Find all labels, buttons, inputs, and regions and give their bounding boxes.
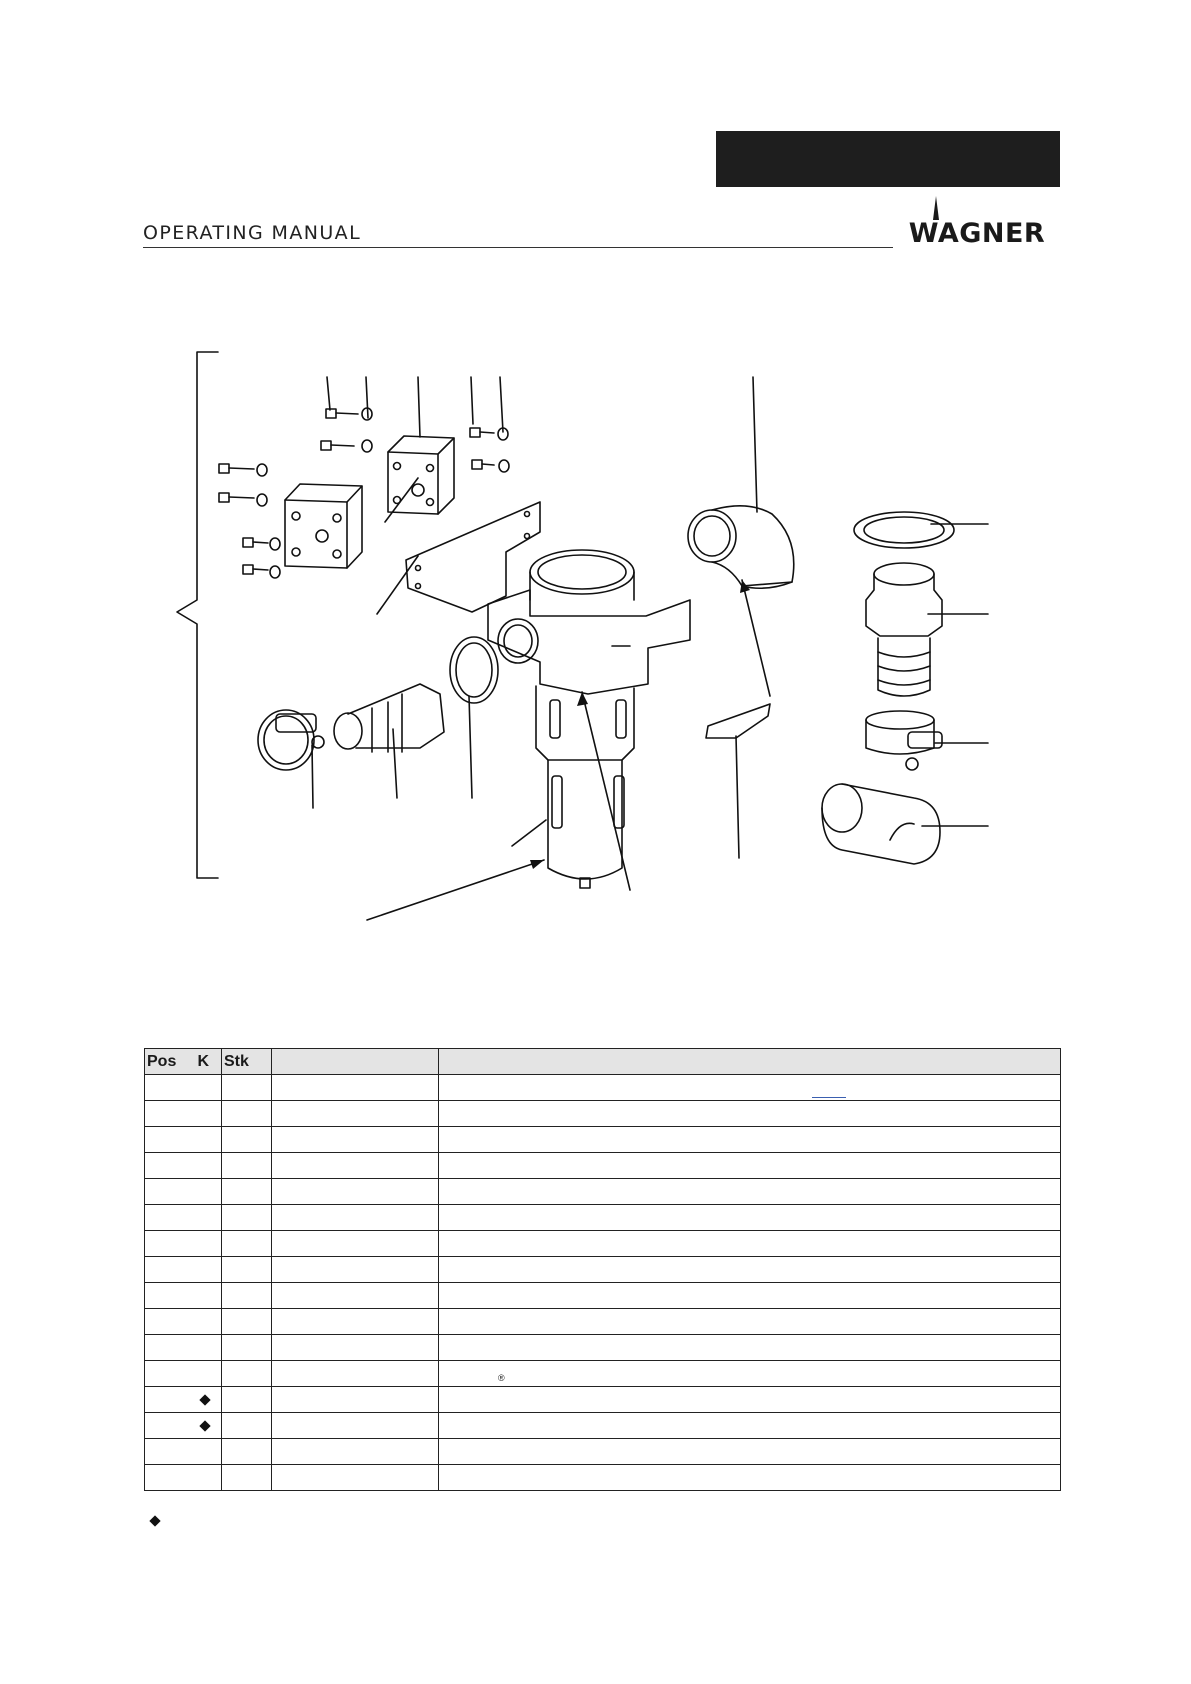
cell-pos-k (145, 1465, 222, 1491)
table-row (145, 1231, 1061, 1257)
arrow-heads (530, 580, 750, 869)
cell-pos-k (145, 1205, 222, 1231)
cell-stk (222, 1075, 272, 1101)
cell-stk (222, 1439, 272, 1465)
wear-part-diamond-icon (199, 1420, 210, 1431)
col-header-pos: Pos (147, 1052, 177, 1070)
table-row (145, 1439, 1061, 1465)
cell-designation (439, 1309, 1061, 1335)
cell-designation (439, 1179, 1061, 1205)
spare-parts-table (144, 1048, 1061, 1491)
cell-order-no (272, 1127, 439, 1153)
cell-designation (439, 1413, 1061, 1439)
header-rule (143, 247, 893, 248)
seal-ring-left (450, 637, 498, 703)
cell-order-no (272, 1387, 439, 1413)
cell-designation (439, 1231, 1061, 1257)
cell-pos-k (145, 1413, 222, 1439)
table-row (145, 1127, 1061, 1153)
cell-designation (439, 1127, 1061, 1153)
table-row (145, 1075, 1061, 1101)
table-row (145, 1465, 1061, 1491)
cell-stk (222, 1413, 272, 1439)
cell-designation (439, 1101, 1061, 1127)
cell-order-no (272, 1205, 439, 1231)
cell-order-no (272, 1439, 439, 1465)
cell-stk (222, 1231, 272, 1257)
table-header-row (145, 1049, 1061, 1075)
cell-stk (222, 1335, 272, 1361)
leader-lines (312, 377, 988, 920)
registered-mark: ® (498, 1373, 505, 1383)
table-row (145, 1309, 1061, 1335)
mounting-brackets (285, 436, 454, 568)
cell-pos-k (145, 1361, 222, 1387)
wagner-logo (892, 196, 1062, 250)
cell-stk (222, 1465, 272, 1491)
table-row (145, 1205, 1061, 1231)
right-hose-nipple (866, 563, 942, 696)
cell-pos-k (145, 1127, 222, 1153)
cell-designation (439, 1465, 1061, 1491)
cell-order-no (272, 1335, 439, 1361)
cell-designation (439, 1153, 1061, 1179)
table-row (145, 1361, 1061, 1387)
exploded-parts-drawing (0, 340, 1191, 960)
cell-order-no (272, 1179, 439, 1205)
col-header-pos-k (145, 1049, 222, 1075)
hose-clamp-left (258, 710, 324, 770)
col-header-order-no (272, 1049, 439, 1075)
cell-stk (222, 1179, 272, 1205)
table-row (145, 1101, 1061, 1127)
cell-designation (439, 1075, 1061, 1101)
cell-order-no (272, 1465, 439, 1491)
assembly-brace (177, 352, 218, 878)
cross-reference-link[interactable] (812, 1097, 846, 1098)
cell-order-no (272, 1075, 439, 1101)
cell-designation (439, 1361, 1061, 1387)
table-row (145, 1283, 1061, 1309)
cell-pos-k (145, 1309, 222, 1335)
hose-nipple-left (334, 684, 444, 752)
cell-stk (222, 1361, 272, 1387)
cell-order-no (272, 1101, 439, 1127)
header-black-bar (716, 131, 1060, 187)
table-row (145, 1257, 1061, 1283)
left-screws (219, 464, 280, 578)
top-screws (321, 408, 509, 472)
cell-designation (439, 1283, 1061, 1309)
cell-order-no (272, 1231, 439, 1257)
footnote-diamond-icon (151, 1512, 159, 1530)
cell-stk (222, 1387, 272, 1413)
right-seal-ring (854, 512, 954, 548)
cell-pos-k (145, 1257, 222, 1283)
cell-order-no (272, 1153, 439, 1179)
manual-title: OPERATING MANUAL (143, 222, 362, 244)
cell-designation (439, 1439, 1061, 1465)
table-row (145, 1179, 1061, 1205)
cell-order-no (272, 1257, 439, 1283)
cell-order-no (272, 1413, 439, 1439)
cell-pos-k (145, 1335, 222, 1361)
cell-pos-k (145, 1283, 222, 1309)
cell-pos-k (145, 1231, 222, 1257)
cell-pos-k (145, 1075, 222, 1101)
cell-pos-k (145, 1101, 222, 1127)
cell-pos-k (145, 1387, 222, 1413)
cell-order-no (272, 1309, 439, 1335)
cell-stk (222, 1127, 272, 1153)
cell-stk (222, 1101, 272, 1127)
logo-wordmark: WAGNER (908, 218, 1046, 249)
cell-designation (439, 1257, 1061, 1283)
cell-designation (439, 1335, 1061, 1361)
cell-pos-k (145, 1153, 222, 1179)
table-row (145, 1335, 1061, 1361)
cell-order-no (272, 1283, 439, 1309)
cell-designation (439, 1387, 1061, 1413)
cell-pos-k (145, 1179, 222, 1205)
cell-pos-k (145, 1439, 222, 1465)
table-row (145, 1153, 1061, 1179)
cell-order-no (272, 1361, 439, 1387)
cell-stk (222, 1257, 272, 1283)
cell-stk (222, 1309, 272, 1335)
right-hose-clamp (866, 711, 942, 770)
cell-designation (439, 1205, 1061, 1231)
mounting-plate (406, 502, 540, 612)
hose-section (822, 784, 940, 864)
cell-stk (222, 1283, 272, 1309)
sealing-tape (706, 704, 770, 738)
col-header-stk: Stk (222, 1049, 272, 1075)
table-row (145, 1413, 1061, 1439)
wear-part-diamond-icon (199, 1394, 210, 1405)
cell-stk (222, 1153, 272, 1179)
cell-stk (222, 1205, 272, 1231)
elbow-fitting (688, 506, 794, 588)
col-header-designation (439, 1049, 1061, 1075)
table-row (145, 1387, 1061, 1413)
col-header-k: K (197, 1052, 209, 1070)
